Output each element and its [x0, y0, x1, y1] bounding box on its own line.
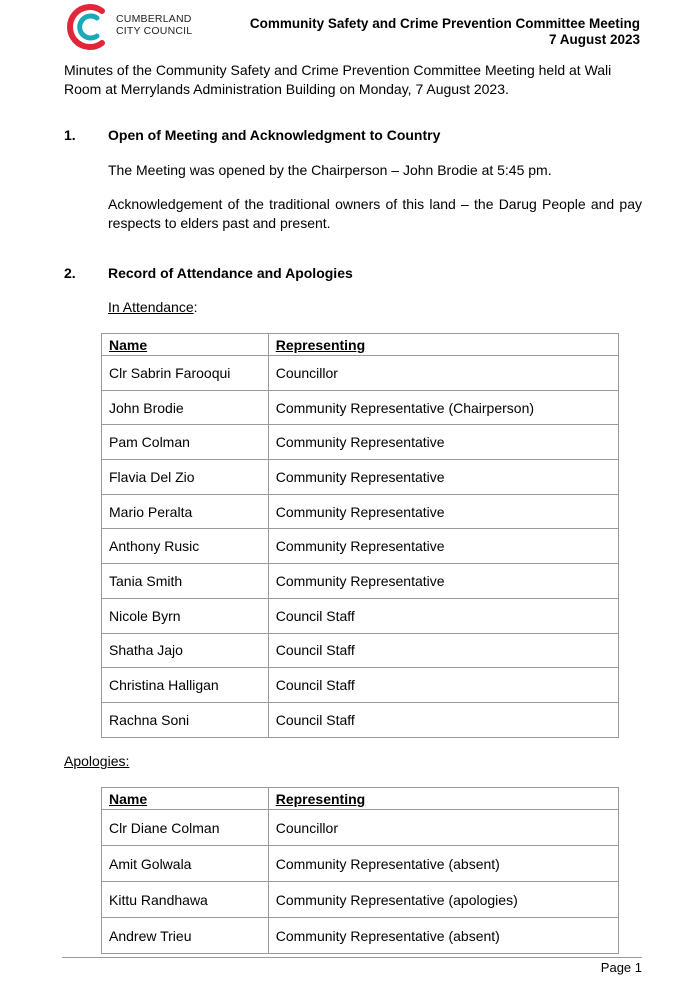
logo-line-1: CUMBERLAND	[116, 13, 192, 25]
apologies-cell-name: Andrew Trieu	[102, 918, 269, 954]
attendance-cell-name: Rachna Soni	[102, 702, 269, 737]
attendance-row	[102, 702, 619, 737]
section-2-title: Record of Attendance and Apologies	[108, 265, 353, 281]
apologies-row	[102, 882, 619, 918]
attendance-cell-representing: Community Representative	[268, 460, 618, 495]
attendance-cell-representing: Community Representative (Chairperson)	[268, 390, 618, 425]
meeting-title: Community Safety and Crime Prevention Committee Meeting	[249, 16, 640, 31]
attendance-row	[102, 425, 619, 460]
apologies-cell-name: Kittu Randhawa	[102, 882, 269, 918]
apologies-cell-representing: Community Representative (apologies)	[268, 882, 618, 918]
attendance-cell-name: Clr Sabrin Farooqui	[102, 356, 269, 391]
apologies-header-row	[102, 788, 619, 810]
attendance-row	[102, 529, 619, 564]
section-1-title: Open of Meeting and Acknowledgment to Country	[108, 127, 441, 143]
attendance-header-representing: Representing	[268, 334, 618, 356]
apologies-label: Apologies:	[64, 753, 130, 769]
attendance-cell-name: Tania Smith	[102, 564, 269, 599]
attendance-header-row	[102, 334, 619, 356]
attendance-cell-name: Nicole Byrn	[102, 598, 269, 633]
intro-paragraph: Minutes of the Community Safety and Crime Prevention Committee Meeting held at Wali Room at Merrylands Administration Building on Monday, 7 August 2023.	[64, 62, 612, 97]
attendance-header-name: Name	[102, 334, 269, 356]
attendance-cell-name: John Brodie	[102, 390, 269, 425]
meeting-date: 7 August 2023	[548, 32, 640, 47]
attendance-cell-representing: Community Representative	[268, 564, 618, 599]
attendance-row	[102, 460, 619, 495]
attendance-cell-name: Christina Halligan	[102, 668, 269, 703]
attendance-cell-representing: Council Staff	[268, 668, 618, 703]
section-1-number: 1.	[64, 127, 76, 143]
logo-line-2: CITY COUNCIL	[116, 25, 193, 37]
apologies-cell-representing: Community Representative (absent)	[268, 846, 618, 882]
attendance-cell-name: Flavia Del Zio	[102, 460, 269, 495]
apologies-row	[102, 918, 619, 954]
apologies-header-name: Name	[102, 788, 269, 810]
attendance-cell-representing: Community Representative	[268, 494, 618, 529]
apologies-table	[101, 787, 619, 954]
apologies-cell-name: Clr Diane Colman	[102, 810, 269, 846]
section-2-number: 2.	[64, 265, 76, 281]
document-header	[250, 16, 640, 48]
apologies-cell-representing: Community Representative (absent)	[268, 918, 618, 954]
attendance-cell-name: Shatha Jajo	[102, 633, 269, 668]
apologies-row	[102, 810, 619, 846]
attendance-cell-representing: Community Representative	[268, 529, 618, 564]
attendance-cell-representing: Community Representative	[268, 425, 618, 460]
section-1-para-1: The Meeting was opened by the Chairperson – John Brodie at 5:45 pm.	[108, 162, 552, 178]
attendance-row	[102, 668, 619, 703]
attendance-label: In Attendance:	[108, 299, 198, 315]
attendance-row	[102, 356, 619, 391]
attendance-cell-representing: Council Staff	[268, 598, 618, 633]
attendance-table	[101, 333, 619, 738]
footer-divider	[62, 957, 642, 958]
attendance-row	[102, 390, 619, 425]
attendance-cell-name: Pam Colman	[102, 425, 269, 460]
apologies-row	[102, 846, 619, 882]
attendance-row	[102, 598, 619, 633]
attendance-cell-name: Anthony Rusic	[102, 529, 269, 564]
apologies-cell-name: Amit Golwala	[102, 846, 269, 882]
attendance-cell-representing: Council Staff	[268, 633, 618, 668]
attendance-cell-representing: Councillor	[268, 356, 618, 391]
page-number: Page 1	[600, 960, 642, 975]
attendance-row	[102, 633, 619, 668]
apologies-header-representing: Representing	[268, 788, 618, 810]
council-logo	[64, 2, 214, 52]
attendance-cell-name: Mario Peralta	[102, 494, 269, 529]
apologies-cell-representing: Councillor	[268, 810, 618, 846]
attendance-row	[102, 564, 619, 599]
section-1-para-2: Acknowledgement of the traditional owners of this land – the Darug People and pay respects to elders past and present.	[108, 196, 642, 231]
attendance-row	[102, 494, 619, 529]
attendance-cell-representing: Council Staff	[268, 702, 618, 737]
council-logo-icon	[64, 2, 114, 52]
logo-text	[116, 13, 192, 37]
